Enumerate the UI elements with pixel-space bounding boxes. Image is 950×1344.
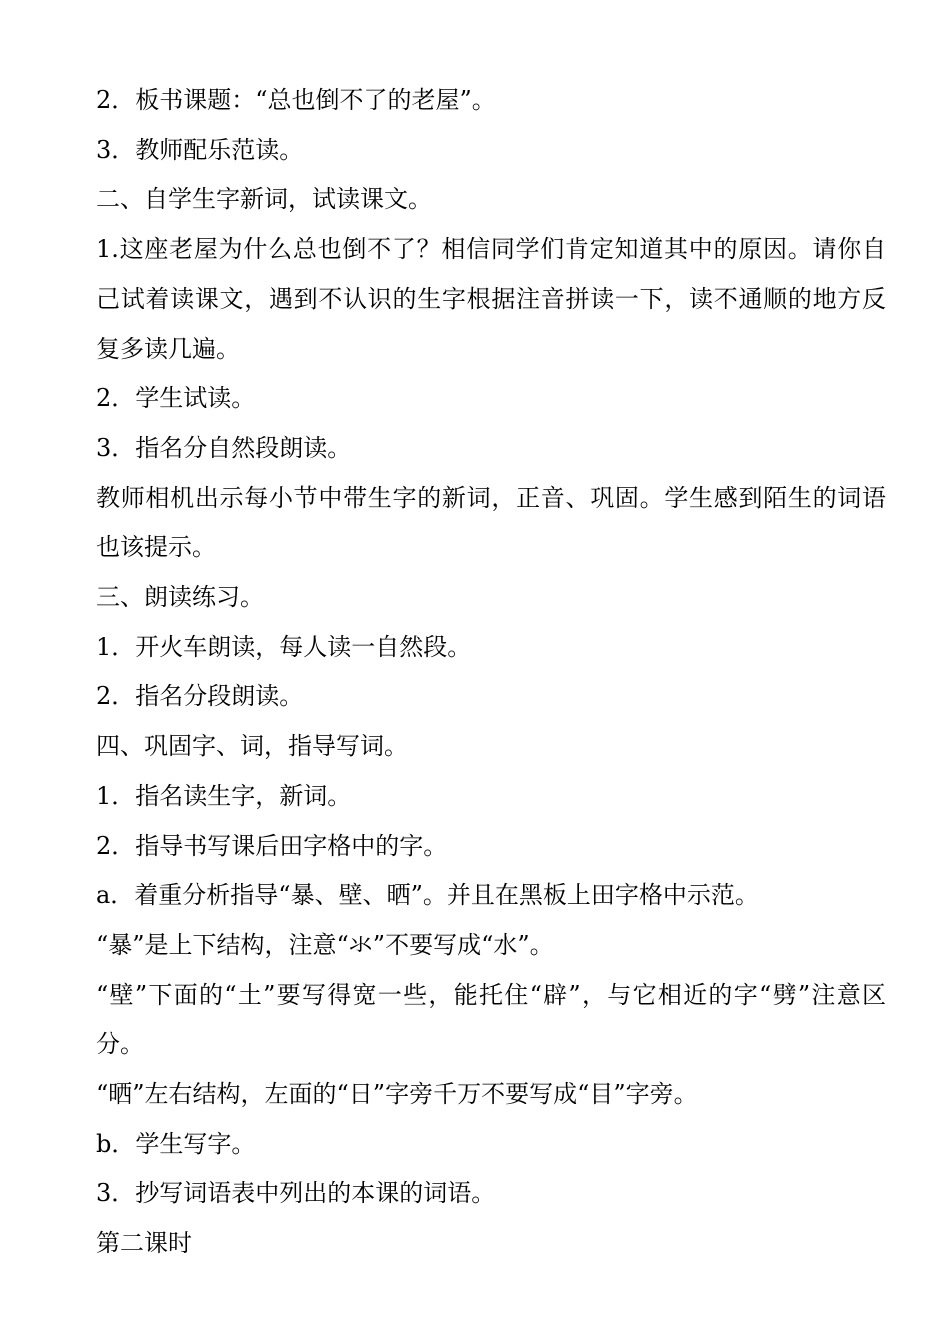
step-teacher-reading: 3．教师配乐范读。: [96, 135, 304, 164]
section-heading-second-lesson: 第二课时: [96, 1229, 192, 1258]
substep-students-write: b．学生写字。: [96, 1129, 256, 1158]
step-read-characters: 1．指名读生字，新词。: [96, 781, 352, 810]
section-heading-self-study: 二、自学生字新词，试读课文。: [96, 185, 432, 214]
section-heading-consolidate: 四、巩固字、词，指导写词。: [96, 732, 408, 761]
step-section-reading: 2．指名分段朗读。: [96, 682, 304, 711]
section-heading-reading-practice: 三、朗读练习。: [96, 583, 264, 612]
step-train-reading: 1．开火车朗读，每人读一自然段。: [96, 632, 472, 661]
note-shai-character: “晒”左右结构，左面的“日”字旁千万不要写成“目”字旁。: [96, 1080, 698, 1109]
step-guide-writing: 2．指导书写课后田字格中的字。: [96, 831, 448, 860]
step-paragraph-reading: 3．指名分自然段朗读。: [96, 433, 352, 462]
step-student-trial-reading: 2．学生试读。: [96, 384, 256, 413]
step-write-title: 2．板书课题：“总也倒不了的老屋”。: [96, 86, 496, 114]
note-bao-character: “暴”是上下结构，注意“氺”不要写成“水”。: [96, 930, 554, 959]
step-copy-words: 3．抄写词语表中列出的本课的词语。: [96, 1179, 496, 1208]
paragraph-teacher-show-words: 教师相机出示每小节中带生字的新词，正音、巩固。学生感到陌生的词语也该提示。: [96, 483, 886, 562]
substep-analyze-characters: a．着重分析指导“暴、壁、晒”。并且在黑板上田字格中示范。: [96, 881, 759, 910]
note-bi-character: “壁”下面的“土”要写得宽一些，能托住“辟”，与它相近的字“劈”注意区分。: [96, 980, 886, 1059]
paragraph-why-house-stands: 1.这座老屋为什么总也倒不了？相信同学们肯定知道其中的原因。请你自己试着读课文，遇到不认识的生字根据注音拼读一下，读不通顺的地方反复多读几遍。: [96, 235, 886, 363]
